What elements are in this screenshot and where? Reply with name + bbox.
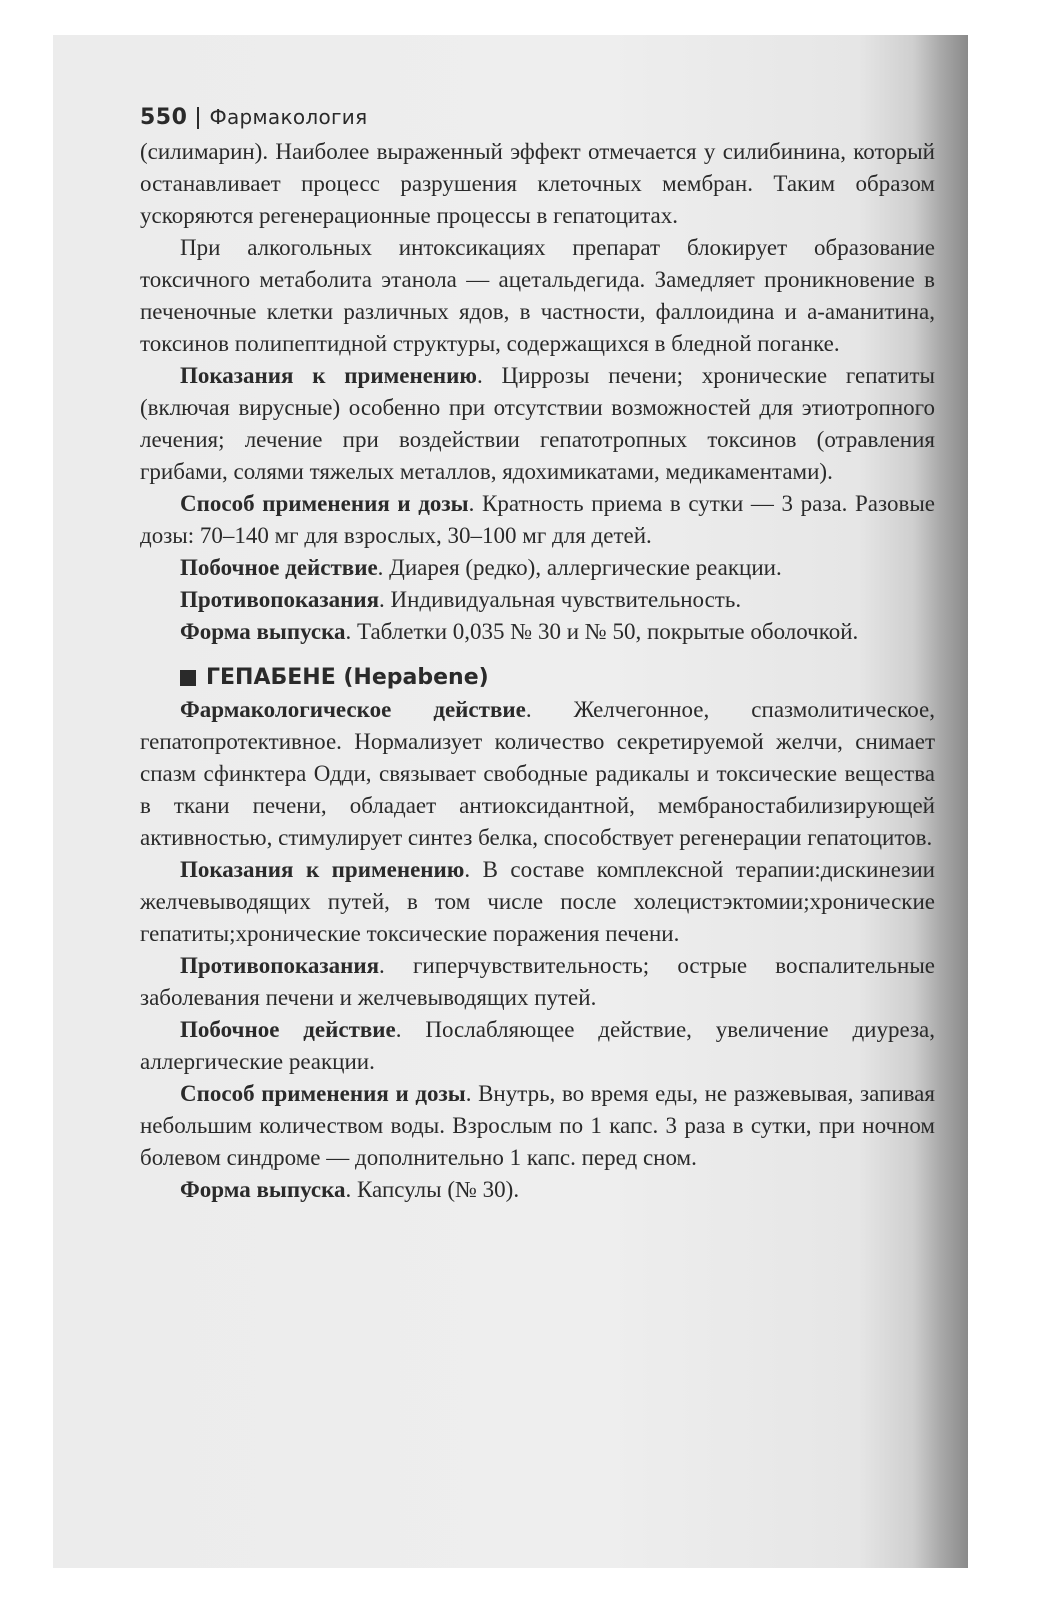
- section-label: Побочное действие: [180, 1017, 396, 1042]
- silymarin-form: [140, 616, 935, 648]
- running-title: Фармакология: [209, 105, 368, 129]
- section-text: . Таблетки 0,035 № 30 и № 50, покрытые оболочкой.: [345, 619, 859, 644]
- page-number: 550: [140, 105, 188, 130]
- hepabene-action: [140, 694, 935, 854]
- square-bullet-icon: [180, 670, 196, 686]
- drug-heading: [180, 662, 935, 694]
- section-label: Способ применения и дозы: [180, 491, 469, 516]
- page-text: [140, 101, 935, 1206]
- paragraph-alcohol: При алкогольных интоксикациях препарат блокирует образование токсичного метаболита этанола — ацетальдегида. Замедляет проникновение в печеночные клетки различных ядов, в частности, фаллоидина и а-аманитина, токсинов полипептидной структуры, содержащихся в бледной поганке.: [140, 235, 935, 356]
- hepabene-form: [140, 1174, 935, 1206]
- silymarin-indications: [140, 360, 935, 488]
- section-label: Побочное действие: [180, 555, 378, 580]
- section-label: Противопоказания: [180, 587, 380, 612]
- section-text: . Послабляющее действие, увеличение диуреза, аллергические реакции.: [140, 1017, 935, 1074]
- hepabene-contraindications: [140, 950, 935, 1014]
- hepabene-dosage: [140, 1078, 935, 1174]
- section-text: . гиперчувствительность; острые воспалительные заболевания печени и желчевыводящих путей.: [140, 953, 935, 1010]
- book-page: [53, 35, 968, 1568]
- section-label: Противопоказания: [180, 953, 380, 978]
- section-text: . Индивидуальная чувствительность.: [379, 587, 742, 612]
- silymarin-contraindications: [140, 584, 935, 616]
- section-label: Способ применения и дозы: [180, 1081, 466, 1106]
- section-text: . Диарея (редко), аллергические реакции.: [377, 555, 782, 580]
- section-text: . В составе комплексной терапии:дискинезии желчевыводящих путей, в том числе после холецистэктомии;хронические гепатиты;хронические токсические поражения печени.: [140, 857, 935, 946]
- hepabene-side-effects: [140, 1014, 935, 1078]
- paragraph-continued: (силимарин). Наиболее выраженный эффект отмечается у силибинина, который останавливает процесс разрушения клеточных мембран. Таким образом ускоряются регенерационные процессы в гепатоцитах.: [140, 139, 935, 228]
- section-text: . Циррозы печени; хронические гепатиты (включая вирусные) особенно при отсутствии возможностей для этиотропного лечения; лечение при воздействии гепатотропных токсинов (отравления грибами, солями тяжелых металлов, ядохимикатами, медикаментами).: [140, 363, 935, 484]
- section-label: Показания к применению: [180, 857, 465, 882]
- section-label: Фармакологическое действие: [180, 697, 526, 722]
- hepabene-indications: [140, 854, 935, 950]
- header-separator: [197, 107, 199, 129]
- section-text: . Капсулы (№ 30).: [345, 1177, 520, 1202]
- section-text: . Кратность приема в сутки — 3 раза. Разовые дозы: 70–140 мг для взрослых, 30–100 мг для детей.: [140, 491, 935, 548]
- section-label: Форма выпуска: [180, 619, 346, 644]
- silymarin-side-effects: [140, 552, 935, 584]
- drug-title: ГЕПАБЕНЕ (Hepabene): [206, 665, 489, 690]
- section-text: . Желчегонное, спазмолитическое, гепатопротективное. Нормализует количество секретируемой желчи, снимает спазм сфинктера Одди, связывает свободные радикалы и токсические вещества в ткани печени, обладает антиоксидантной, мембраностабилизирующей активностью, стимулирует синтез белка, способствует регенерации гепатоцитов.: [140, 697, 935, 850]
- silymarin-dosage: [140, 488, 935, 552]
- section-label: Форма выпуска: [180, 1177, 346, 1202]
- section-text: . Внутрь, во время еды, не разжевывая, запивая небольшим количеством воды. Взрослым по 1 капс. 3 раза в сутки, при ночном болевом синдроме — дополнительно 1 капс. перед сном.: [140, 1081, 935, 1170]
- running-header: [140, 101, 935, 134]
- section-label: Показания к применению: [180, 363, 477, 388]
